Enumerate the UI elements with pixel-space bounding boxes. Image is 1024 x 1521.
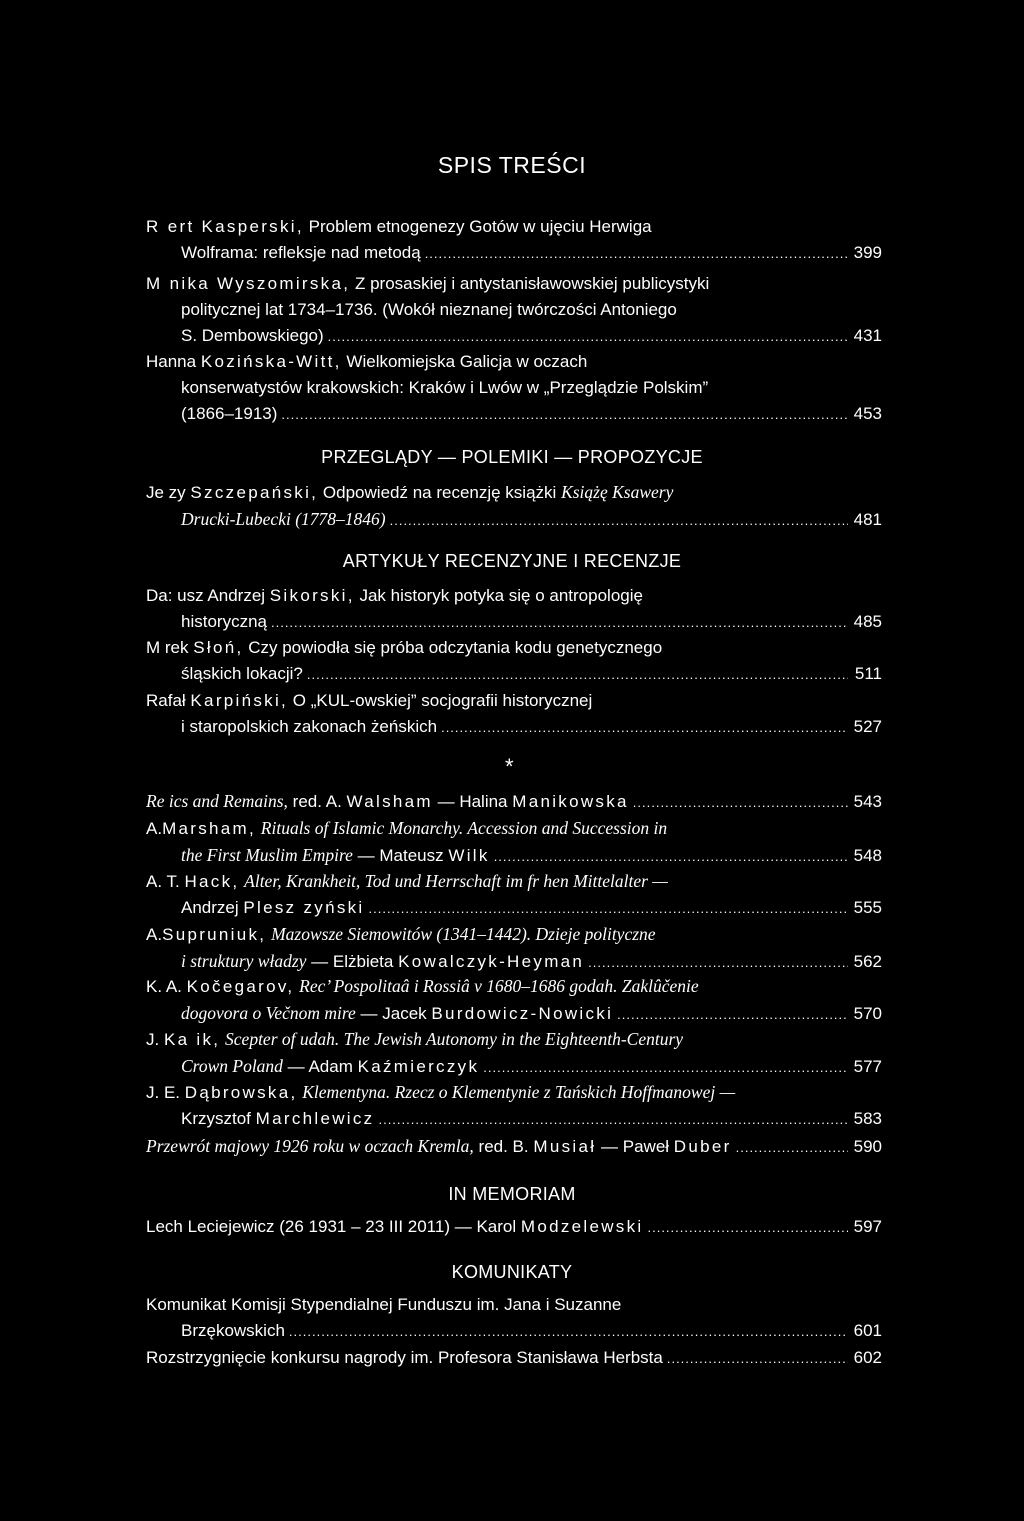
toc-entry: [146, 815, 882, 870]
author-name: Dąbrowska,: [184, 1083, 298, 1102]
dot-leader: [483, 1055, 848, 1081]
entry-title: Z prosaskiej i antystanisławowskiej publicystyki: [355, 274, 710, 293]
entry-title-italic: Książę Ksawery: [561, 482, 674, 502]
book-title: Rituals of Islamic Monarchy. Accession and Succession in: [260, 818, 668, 838]
author-first: J.: [146, 1030, 160, 1049]
dot-leader: [736, 1135, 848, 1161]
section-heading: ARTYKUŁY RECENZYJNE I RECENZJE: [342, 551, 682, 571]
reviewer-prefix: Krzysztof: [181, 1109, 251, 1128]
toc-entry: [146, 583, 882, 636]
page-number: 453: [853, 404, 882, 423]
page-number: 399: [853, 243, 882, 262]
reviewer-name: Marchlewicz: [255, 1109, 375, 1128]
toc-entry: [146, 688, 882, 741]
toc-entry: [146, 1133, 882, 1161]
author-first: R: [146, 217, 159, 236]
toc-entry: [146, 349, 882, 428]
dot-leader: [378, 1107, 848, 1133]
book-title: Alter, Krankheit, Tod und Herrschaft im fr hen Mittelalter —: [244, 871, 668, 891]
author-name: Marsham,: [162, 819, 257, 838]
book-title-cont: i struktury władzy: [181, 951, 307, 971]
page-number: 481: [853, 510, 882, 529]
toc-entry: [146, 788, 882, 816]
dot-leader: [390, 508, 848, 534]
dot-leader: [369, 896, 849, 922]
book-title: Klementyna. Rzecz o Klementynie z Tańskich Hoffmanowej —: [302, 1082, 736, 1102]
page-number: 577: [853, 1057, 882, 1076]
author-first: K. A.: [146, 977, 182, 996]
book-title: Rec’ Pospolitaâ i Rossiâ v 1680–1686 godah. Zaklûčenie: [299, 976, 699, 996]
page-number: 597: [853, 1217, 882, 1236]
author-name: Ka ik,: [163, 1030, 221, 1049]
page-number: 562: [853, 952, 882, 971]
entry-title: Lech Leciejewicz (26 1931 – 23 III 2011) — Karol: [146, 1217, 517, 1236]
reviewer-prefix: Andrzej: [181, 898, 239, 917]
dot-leader: [617, 1002, 848, 1028]
page-number: 570: [853, 1004, 882, 1023]
reviewer-name: Manikowska: [512, 792, 629, 811]
entry-title: Komunikat Komisji Stypendialnej Funduszu im. Jana i Suzanne: [146, 1295, 622, 1314]
author-name: ert Kasperski,: [167, 217, 304, 236]
author-first: A.: [146, 819, 163, 838]
page-number: 527: [853, 717, 882, 736]
entry-title-cont: politycznej lat 1734–1736. (Wokół nieznanej twórczości Antoniego: [181, 300, 677, 319]
author-name: Słoń,: [193, 638, 244, 657]
reviewer-prefix: — Paweł: [601, 1137, 670, 1156]
page-number: 431: [853, 326, 882, 345]
reviewer-prefix: — Jacek: [360, 1004, 427, 1023]
dot-leader: [633, 790, 848, 816]
author-name: Szczepański,: [190, 483, 319, 502]
entry-title-cont: Wolframa: refleksje nad metodą: [181, 243, 421, 262]
entry-title: Rozstrzygnięcie konkursu nagrody im. Profesora Stanisława Herbsta: [146, 1348, 663, 1367]
reviewer-name: Burdowicz-Nowicki: [431, 1004, 614, 1023]
author-name: Kozińska-Witt,: [200, 352, 342, 371]
dot-leader: [289, 1319, 848, 1345]
author-name: Walsham: [346, 792, 433, 811]
page-number: 548: [853, 846, 882, 865]
dot-leader: [494, 844, 848, 870]
page-number: 543: [853, 792, 882, 811]
toc-entry: [146, 1079, 882, 1133]
entry-title-cont: śląskich lokacji?: [181, 664, 303, 683]
author-name: Supruniuk,: [162, 925, 267, 944]
book-title-cont: Crown Poland: [181, 1056, 283, 1076]
dot-leader: [425, 241, 848, 267]
author-first: A. T.: [146, 872, 180, 891]
book-title: Mazowsze Siemowitów (1341–1442). Dzieje polityczne: [271, 924, 656, 944]
dot-leader: [281, 402, 848, 428]
editor-label: red. A.: [292, 792, 342, 811]
author-name: nika Wyszomirska,: [169, 274, 351, 293]
entry-title-cont: Brzękowskich: [181, 1321, 285, 1340]
author-first: Da: usz Andrzej: [146, 586, 266, 605]
author-first: M: [146, 274, 161, 293]
separator-star: *: [505, 754, 514, 779]
author-name: Sikorski,: [269, 586, 355, 605]
dot-leader: [441, 715, 848, 741]
entry-title-cont: (1866–1913): [181, 404, 278, 423]
entry-title: Wielkomiejska Galicja w oczach: [346, 352, 588, 371]
author-first: M rek: [146, 638, 189, 657]
section-heading: IN MEMORIAM: [448, 1184, 576, 1204]
entry-title: Czy powiodła się próba odczytania kodu genetycznego: [248, 638, 663, 657]
toc-entry: [146, 1345, 882, 1372]
entry-title-cont: i staropolskich zakonach żeńskich: [181, 717, 438, 736]
reviewer-name: Plesz zyński: [243, 898, 365, 917]
book-title: Re ics and Remains,: [146, 791, 288, 811]
page-number: 485: [853, 612, 882, 631]
dot-leader: [647, 1215, 848, 1241]
dot-leader: [271, 610, 848, 636]
book-title: Scepter of udah. The Jewish Autonomy in the Eighteenth-Century: [225, 1029, 684, 1049]
dot-leader: [328, 324, 848, 350]
entry-title: O „KUL-owskiej” socjografii historycznej: [292, 691, 593, 710]
reviewer-prefix: — Elżbieta: [311, 952, 394, 971]
dot-leader: [667, 1346, 848, 1372]
toc-entry: [146, 921, 882, 976]
page-number: 511: [854, 664, 882, 683]
toc-entry: [146, 1026, 882, 1081]
reviewer-name: Wilk: [448, 846, 490, 865]
dot-leader: [307, 662, 848, 688]
entry-title: Odpowiedź na recenzję książki: [322, 483, 557, 502]
author-first: J. E.: [146, 1083, 181, 1102]
page-title: SPIS TREŚCI: [437, 152, 587, 178]
section-heading: PRZEGLĄDY — POLEMIKI — PROPOZYCJE: [321, 447, 703, 467]
entry-title-cont: S. Dembowskiego): [181, 326, 324, 345]
author-name: Hack,: [184, 872, 240, 891]
entry-title: Problem etnogenezy Gotów w ujęciu Herwiga: [308, 217, 652, 236]
author-name: Musiał: [533, 1137, 597, 1156]
author-first: Je zy: [146, 483, 186, 502]
book-title-cont: the First Muslim Empire: [181, 845, 353, 865]
toc-entry: [146, 1292, 882, 1345]
page-number: 583: [853, 1109, 882, 1128]
page-number: 590: [853, 1137, 882, 1156]
author-first: A.: [146, 925, 163, 944]
entry-title-cont: konserwatystów krakowskich: Kraków i Lwów w „Przeglądzie Polskim”: [181, 378, 709, 397]
reviewer-name: Duber: [673, 1137, 732, 1156]
entry-title: Jak historyk potyka się o antropologię: [359, 586, 643, 605]
reviewer-name: Kowalczyk-Heyman: [398, 952, 585, 971]
book-title: Przewrót majowy 1926 roku w oczach Kremla,: [146, 1136, 474, 1156]
author-name: Karpiński,: [190, 691, 289, 710]
reviewer-name: Kaźmierczyk: [357, 1057, 480, 1076]
toc-entry: [146, 973, 882, 1028]
toc-entry: [146, 868, 882, 922]
toc-entry: [146, 635, 882, 688]
reviewer-prefix: — Halina: [437, 792, 508, 811]
reviewer-prefix: — Adam: [287, 1057, 353, 1076]
toc-entry: [146, 479, 882, 534]
book-title-cont: dogovora o Večnom mire: [181, 1003, 356, 1023]
author-first: Rafał: [146, 691, 186, 710]
toc-entry: [146, 214, 882, 267]
page-number: 555: [853, 898, 882, 917]
entry-title-italic: Drucki-Lubecki (1778–1846): [181, 509, 386, 529]
author-name: Modzelewski: [520, 1217, 644, 1236]
entry-title-cont: historyczną: [181, 612, 267, 631]
page-number: 601: [853, 1321, 882, 1340]
page-number: 602: [853, 1348, 882, 1367]
toc-entry: [146, 1214, 882, 1241]
editor-label: red. B.: [478, 1137, 529, 1156]
author-name: Kočegarov,: [186, 977, 295, 996]
section-heading: KOMUNIKATY: [451, 1262, 573, 1282]
toc-entry: [146, 271, 882, 350]
reviewer-prefix: — Mateusz: [357, 846, 444, 865]
author-first: Hanna: [146, 352, 197, 371]
